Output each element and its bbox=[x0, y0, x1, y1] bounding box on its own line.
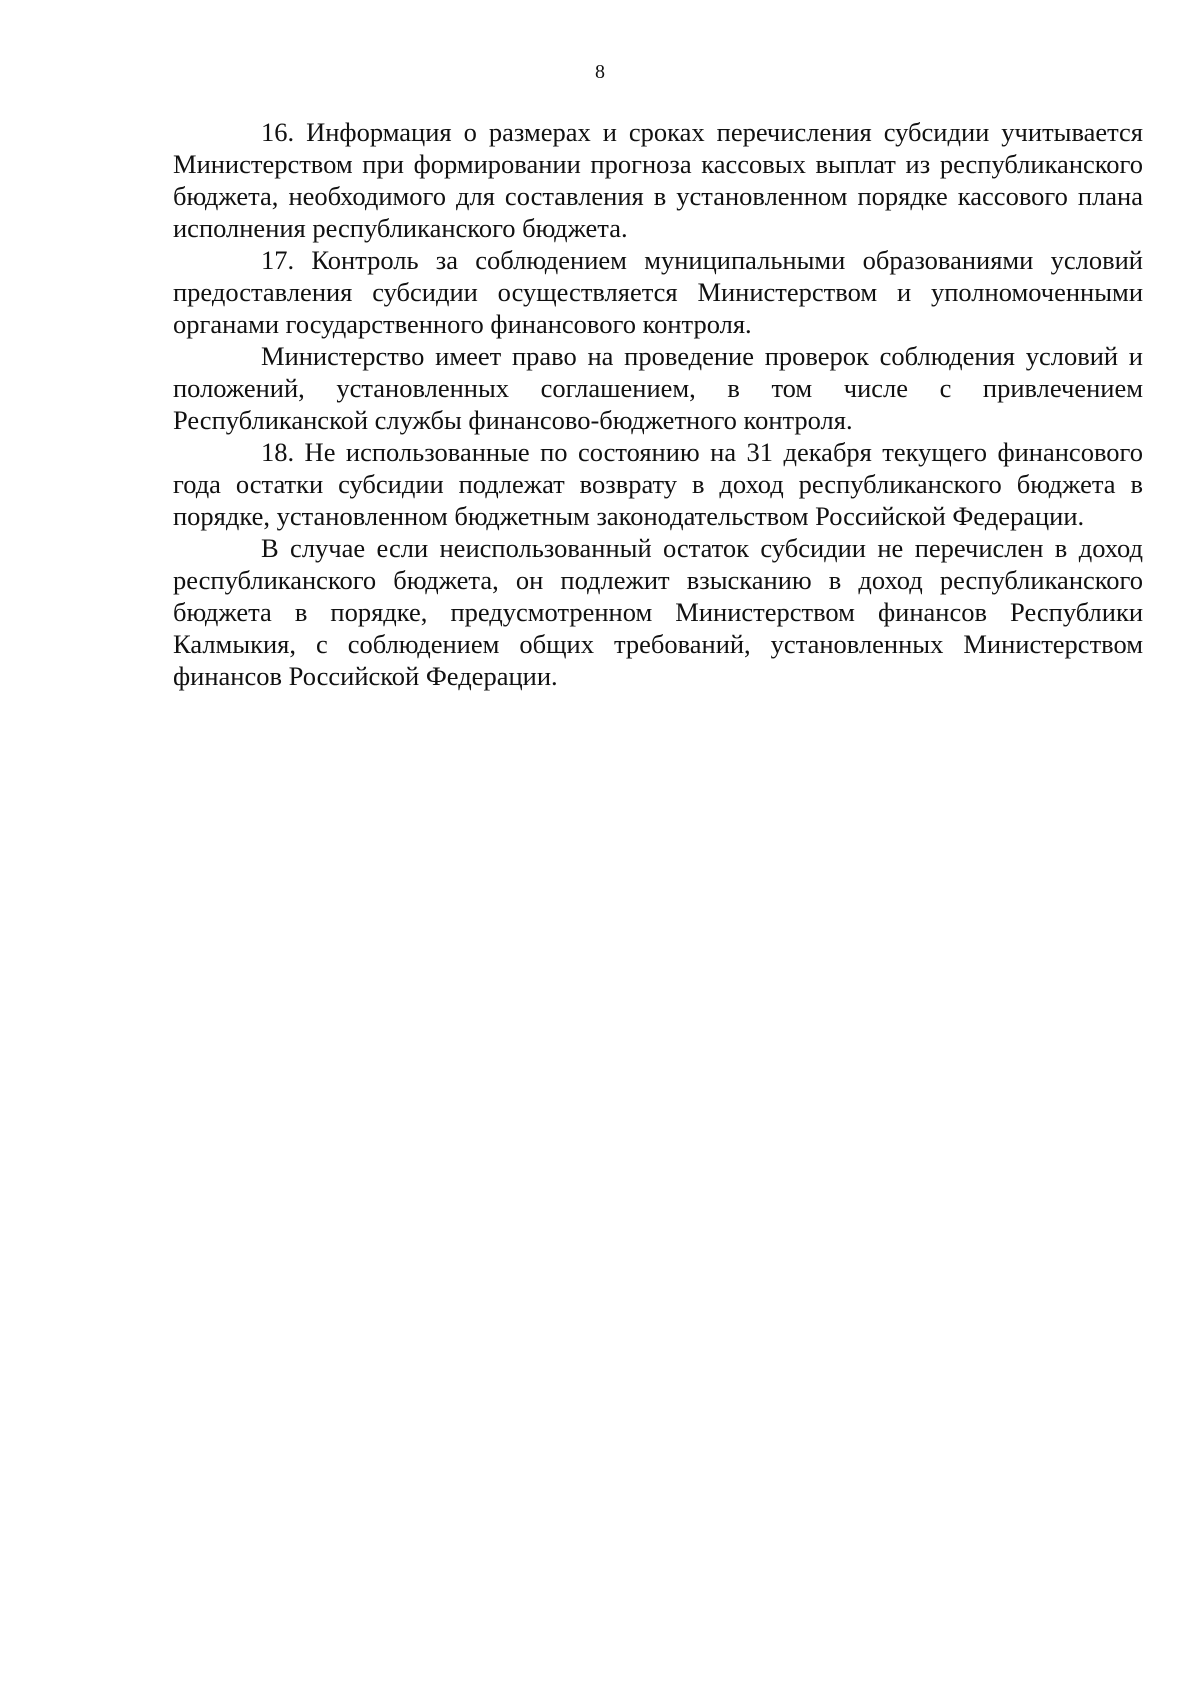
paragraph-16: 16. Информация о размерах и сроках перечисления субсидии учитывается Министерством при формировании прогноза кассовых выплат из республиканского бюджета, необходимого для составления в установленном порядке кассового плана исполнения республиканского бюджета. bbox=[173, 117, 1143, 243]
paragraph-18: 18. Не использованные по состоянию на 31 декабря текущего финансового года остатки субсидии подлежат возврату в доход республиканского бюджета в порядке, установленном бюджетным законодательством Российской Федерации. bbox=[173, 437, 1143, 531]
document-body bbox=[173, 116, 1143, 692]
page-number: 8 bbox=[595, 61, 605, 83]
paragraph-17: 17. Контроль за соблюдением муниципальными образованиями условий предоставления субсидии осуществляется Министерством и уполномоченными органами государственного финансового контроля. bbox=[173, 245, 1143, 339]
paragraph-17-continuation: Министерство имеет право на проведение проверок соблюдения условий и положений, установленных соглашением, в том числе с привлечением Республиканской службы финансово-бюджетного контроля. bbox=[173, 341, 1143, 435]
paragraph-18-continuation: В случае если неиспользованный остаток субсидии не перечислен в доход республиканского бюджета, он подлежит взысканию в доход республиканского бюджета в порядке, предусмотренном Министерством финансов Республики Калмыкия, с соблюдением общих требований, установленных Министерством финансов Российской Федерации. bbox=[173, 533, 1143, 691]
